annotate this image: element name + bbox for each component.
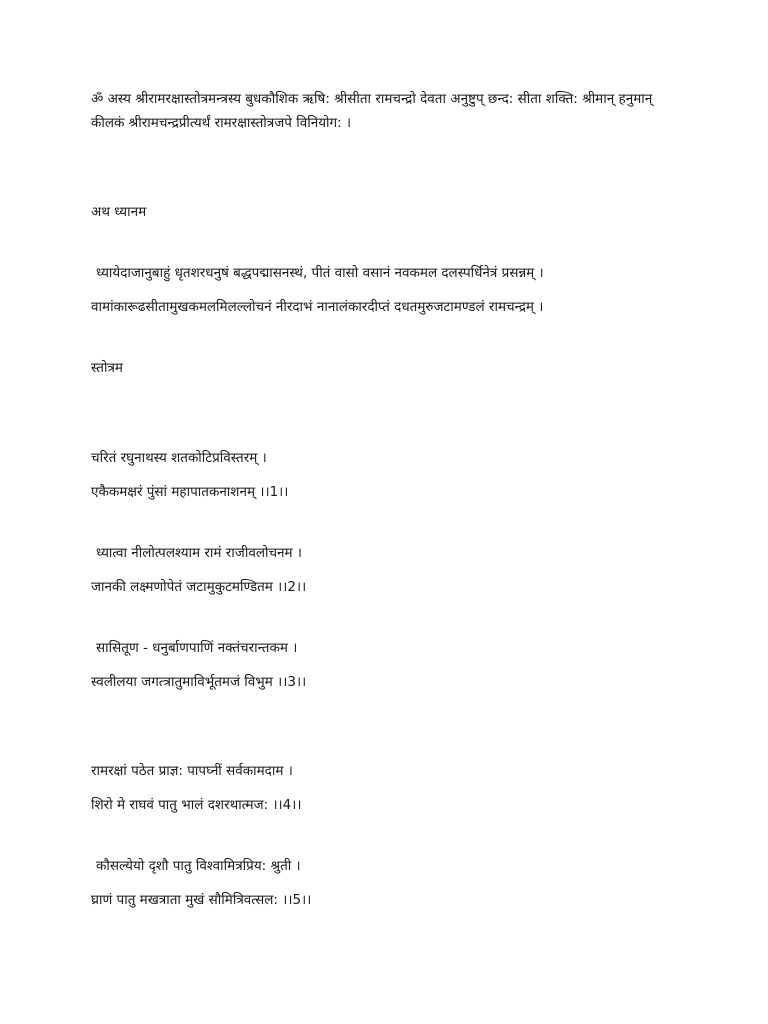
dhyanam-line-2: वामांकारूढसीतामुखकमलमिलल्लोचनं नीरदाभं नानालंकारदीप्तं दधतमुरुजटामण्डलं रामचन्द्रम् । — [91, 299, 544, 315]
stotram-heading: स्तोत्रम — [91, 360, 123, 376]
verse-line: घ्राणं पातु मखत्राता मुखं सौमित्रिवत्सल: ।।5।। — [91, 892, 312, 908]
verse-line: कौसल्येयो दृशौ पातु विश्वामित्रप्रिय: श्रुती । — [96, 858, 301, 874]
verse-line: ध्यात्वा नीलोत्पलश्याम रामं राजीवलोचनम । — [96, 545, 303, 561]
dhyanam-line-1: ध्यायेदाजानुबाहुं धृतशरधनुषं बद्धपद्मासनस्थं, पीतं वासो वसानं नवकमल दलस्पर्धिनेत्रं प्रसन्नम् । — [96, 265, 544, 281]
verse-line: शिरो मे राघवं पातु भालं दशरथात्मज: ।।4।। — [91, 797, 302, 813]
verse-line: एकैकमक्षरं पुंसां महापातकनाशनम् ।।1।। — [91, 484, 289, 500]
verse-line: स्वलीलया जगत्त्रातुमाविर्भूतमजं विभुम ।।3।। — [91, 674, 307, 690]
verse-line: रामरक्षां पठेत प्राज्ञ: पापघ्नीं सर्वकामदाम । — [91, 763, 293, 779]
dhyanam-heading: अथ ध्यानम — [91, 204, 147, 220]
verse-line: जानकी लक्ष्मणोपेतं जटामुकुटमण्डितम ।।2।। — [91, 579, 307, 595]
verse-line: सासितूण - धनुर्बाणपाणिं नक्तंचरान्तकम । — [96, 640, 298, 656]
viniyoga-paragraph: ॐ अस्य श्रीरामरक्षास्तोत्रमन्त्रस्य बुधकौशिक ऋषि: श्रीसीता रामचन्द्रो देवता अनुष्टुप् छन्द: सीता शक्ति: श्रीमान् हनुमान् कीलकं श्रीरामचन्द्रप्रीत्यर्थं रामरक्षास्तोत्रजपे विनियोग: । — [91, 91, 653, 131]
verse-line: चरितं रघुनाथस्य शतकोटिप्रविस्तरम् । — [91, 450, 267, 466]
